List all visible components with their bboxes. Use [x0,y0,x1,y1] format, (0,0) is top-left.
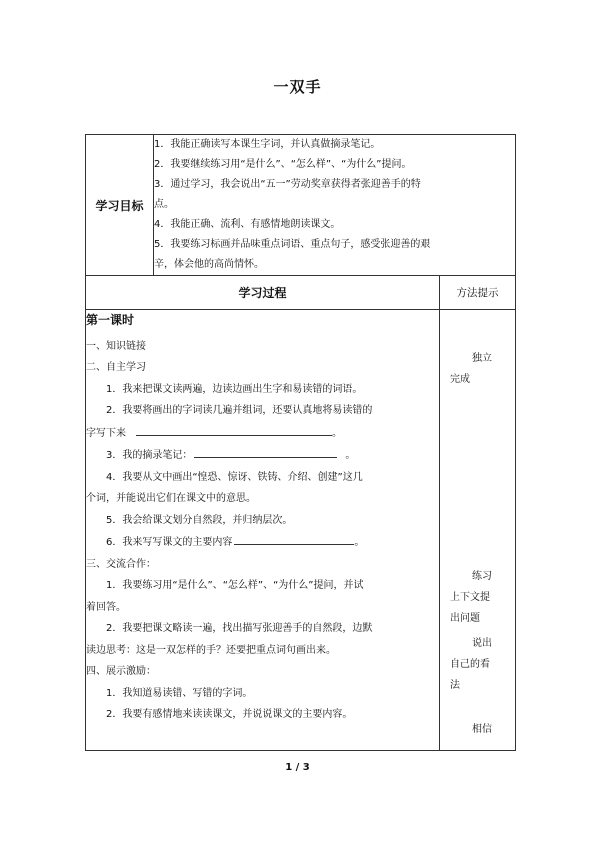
tip-line: 独立 [472,353,492,364]
tip-line: 出问题 [450,613,480,624]
task-item: 1．我要练习用“是什么”、“怎么样”、“为什么”提问，并试 [106,580,364,591]
method-header: 方法提示 [440,276,516,310]
process-content [86,310,440,751]
process-header-row [86,276,516,310]
section-heading: 二、自主学习 [86,362,146,373]
task-item [86,531,439,554]
goals-label: 学习目标 [86,135,154,276]
method-tips [440,310,516,751]
tip-line: 相信 [472,724,492,735]
tip-independent [450,348,510,390]
answer-blank[interactable] [136,422,332,436]
section-heading: 一、知识链接 [86,340,146,352]
goal-item: 点。 [154,199,174,210]
task-item: 5．我会给课文划分自然段，并归纳层次。 [106,514,293,526]
goal-item: 辛，体会他的高尚情怀。 [154,259,264,270]
tip-line: 自己的看 [450,659,490,670]
goals-list [154,135,516,276]
task-item: 4．我要从文中画出“惶恐、惊讶、铁铸、介绍、创建”这几 [106,471,363,483]
task-item-continued: 个词，并能说出它们在课文中的意思。 [86,493,256,504]
page-number: 1 / 3 [285,762,310,773]
task-text: 6．我来写写课文的主要内容 [106,537,233,548]
task-item: 1．我来把课文读两遍，边读边画出生字和易读错的词语。 [106,383,363,395]
task-item: 2．我要有感情地来读读课文，并说说课文的主要内容。 [106,709,353,720]
task-item-continued: 读边思考：这是一双怎样的手？还要把重点词句画出来。 [86,644,336,656]
goal-item: 4．我能正确、流利、有感情地朗读课文。 [154,219,341,230]
task-text: 。 [332,427,342,439]
goal-item: 3．通过学习，我会说出“五一”劳动奖章获得者张迎善手的特 [154,179,421,190]
task-text: 。 [345,450,356,461]
goal-item: 2．我要继续练习用“是什么”、“怎么样”、“为什么”提问。 [154,159,412,170]
task-item: 2．我要把课文略读一遍，找出描写张迎善手的自然段，边默 [106,623,373,634]
lesson-title: 第一课时 [86,313,135,327]
process-body-row [86,310,516,751]
goal-item: 5．我要练习标画并品味重点词语、重点句子，感受张迎善的艰 [154,239,431,250]
tip-line: 上下文提 [450,592,490,603]
answer-blank[interactable] [234,531,354,545]
task-text: 。 [354,537,365,548]
tip-line: 法 [450,680,460,691]
task-text: 字写下来 [86,427,126,439]
tip-believe [450,719,510,740]
tip-opinion [450,633,510,696]
task-item-continued: 着回答。 [86,601,126,613]
tip-questions [450,566,510,629]
goals-row [86,135,516,276]
page-title: 一双手 [273,78,322,96]
tip-line: 说出 [472,638,492,649]
task-item [86,444,439,467]
task-item-continued [86,422,439,445]
task-text: 3．我的摘录笔记： [106,450,193,461]
section-heading: 四、展示激励： [86,666,156,677]
answer-blank[interactable] [194,444,337,458]
task-item: 1．我知道易读错、写错的字词。 [106,687,253,699]
process-header: 学习过程 [86,276,440,310]
tip-line: 练习 [472,571,492,582]
goal-item: 1．我能正确读写本课生字词，并认真做摘录笔记。 [154,139,381,150]
task-item: 2．我要将画出的字词读几遍并组词，还要认真地将易读错的 [106,405,373,416]
tip-line: 完成 [450,374,470,385]
section-heading: 三、交流合作： [86,558,156,570]
study-plan-table [85,134,516,751]
